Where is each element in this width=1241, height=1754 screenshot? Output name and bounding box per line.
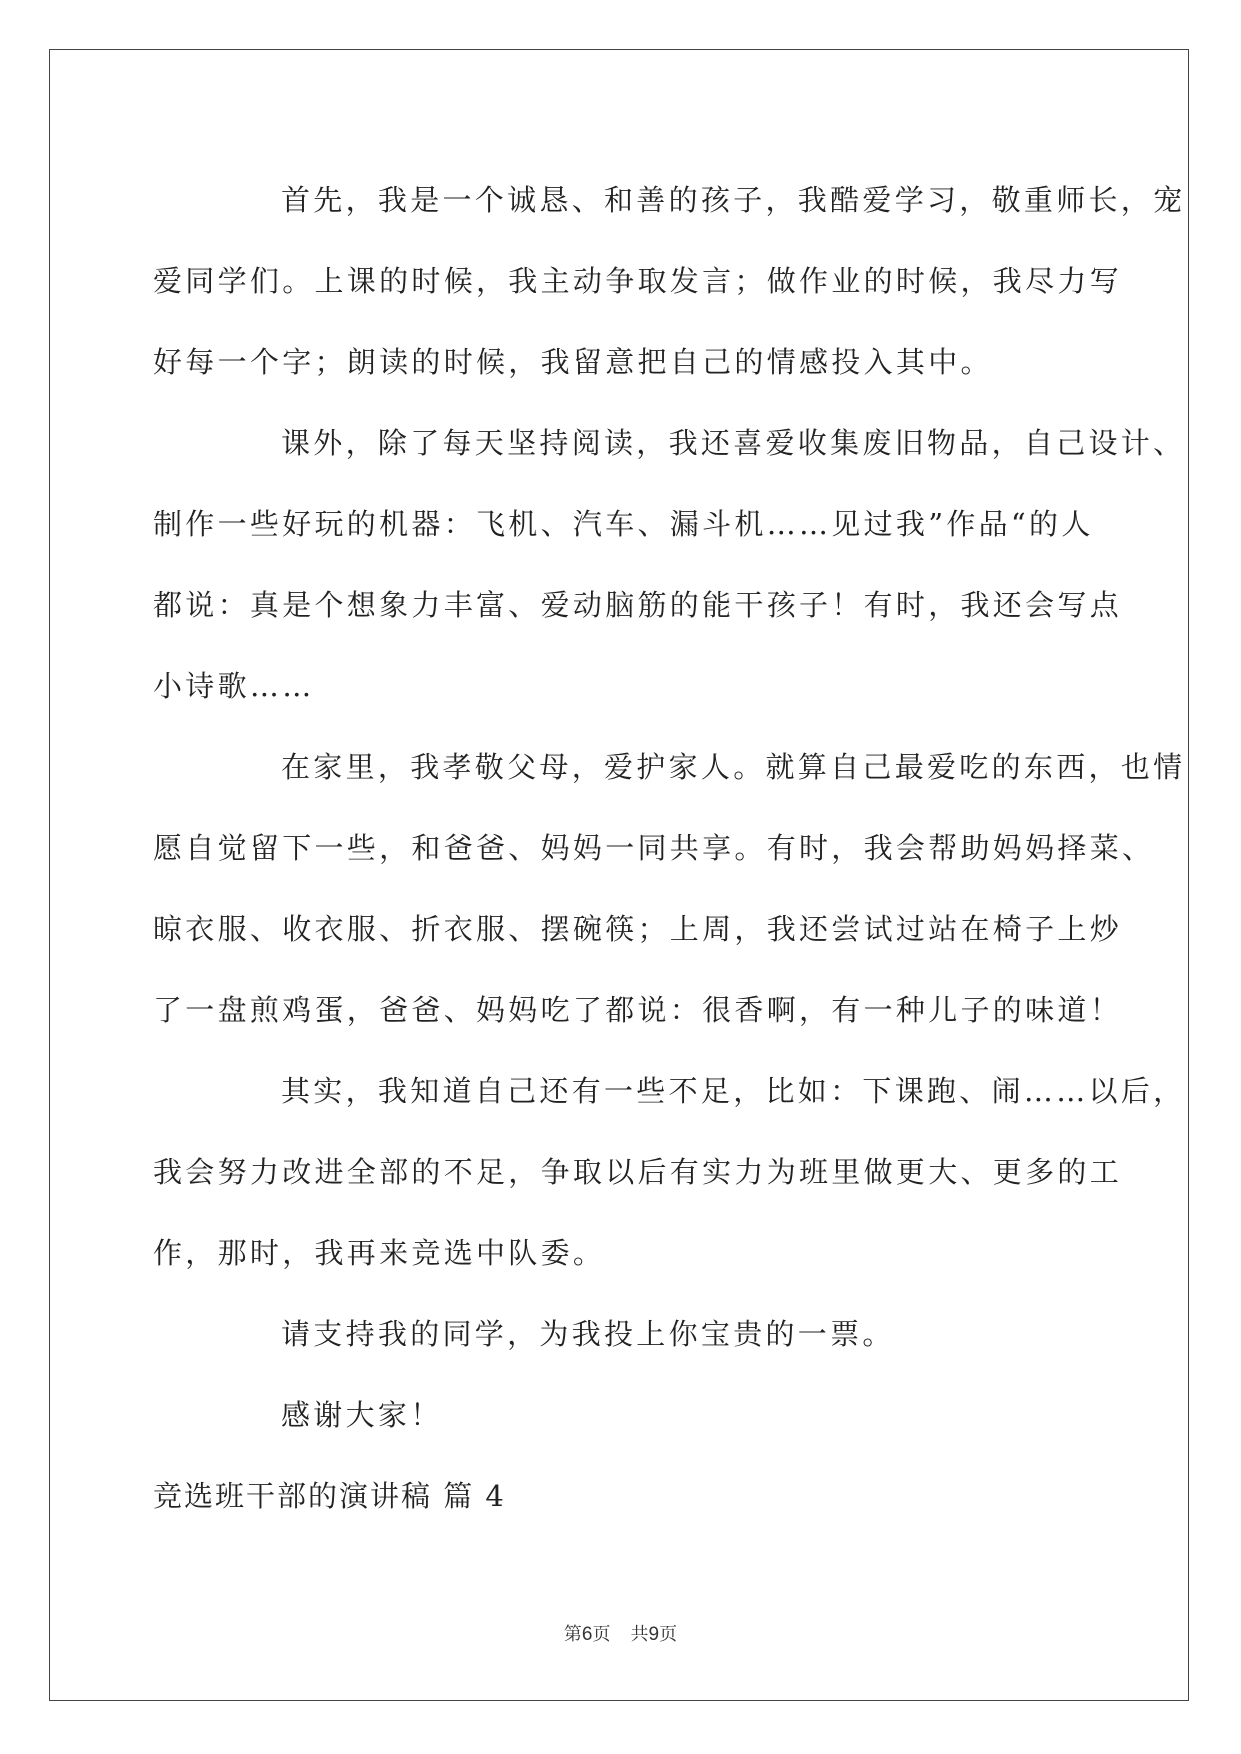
text-line: 好每一个字；朗读的时候，我留意把自己的情感投入其中。 — [153, 345, 993, 379]
text-line: 首先，我是一个诚恳、和善的孩子，我酷爱学习，敬重师长，宠 — [281, 183, 1186, 217]
text-line: 都说：真是个想象力丰富、爱动脑筋的能干孩子！有时，我还会写点 — [153, 588, 1123, 622]
document-body — [153, 160, 1186, 1537]
text-line: 爱同学们。上课的时候，我主动争取发言；做作业的时候，我尽力写 — [153, 264, 1123, 298]
paragraph-3 — [153, 727, 1186, 1051]
text-line: 其实，我知道自己还有一些不足，比如：下课跑、闹……以后， — [281, 1074, 1186, 1108]
paragraph-5 — [153, 1294, 1093, 1375]
paragraph-6 — [153, 1375, 1093, 1456]
page-number-total: 9 — [648, 1624, 660, 1645]
page-footer — [0, 1620, 1241, 1646]
paragraph-1 — [153, 160, 1186, 403]
paragraph-4 — [153, 1051, 1186, 1294]
text-line: 请支持我的同学，为我投上你宝贵的一票。 — [281, 1317, 895, 1351]
text-line: 制作一些好玩的机器：飞机、汽车、漏斗机……见过我”作品“的人 — [153, 507, 1094, 541]
page-total-prefix: 共 — [630, 1624, 649, 1645]
text-line: 课外，除了每天坚持阅读，我还喜爱收集废旧物品，自己设计、 — [281, 426, 1186, 460]
text-line: 作，那时，我再来竞选中队委。 — [153, 1236, 606, 1270]
text-line: 在家里，我孝敬父母，爱护家人。就算自己最爱吃的东西，也情 — [281, 750, 1186, 784]
paragraph-2 — [153, 403, 1186, 727]
text-line: 愿自觉留下一些，和爸爸、妈妈一同共享。有时，我会帮助妈妈择菜、 — [153, 831, 1155, 865]
section-heading: 竞选班干部的演讲稿 篇 4 — [153, 1479, 506, 1513]
page-total-suffix: 页 — [659, 1624, 678, 1645]
page-number-prefix: 第 — [563, 1624, 582, 1645]
text-line: 了一盘煎鸡蛋，爸爸、妈妈吃了都说：很香啊，有一种儿子的味道！ — [153, 993, 1123, 1027]
text-line: 晾衣服、收衣服、折衣服、摆碗筷；上周，我还尝试过站在椅子上炒 — [153, 912, 1123, 946]
page-number-suffix: 页 — [592, 1624, 611, 1645]
text-line: 小诗歌…… — [153, 669, 315, 703]
text-line: 感谢大家！ — [281, 1398, 443, 1432]
page-number-current: 6 — [581, 1624, 593, 1645]
text-line: 我会努力改进全部的不足，争取以后有实力为班里做更大、更多的工 — [153, 1155, 1123, 1189]
